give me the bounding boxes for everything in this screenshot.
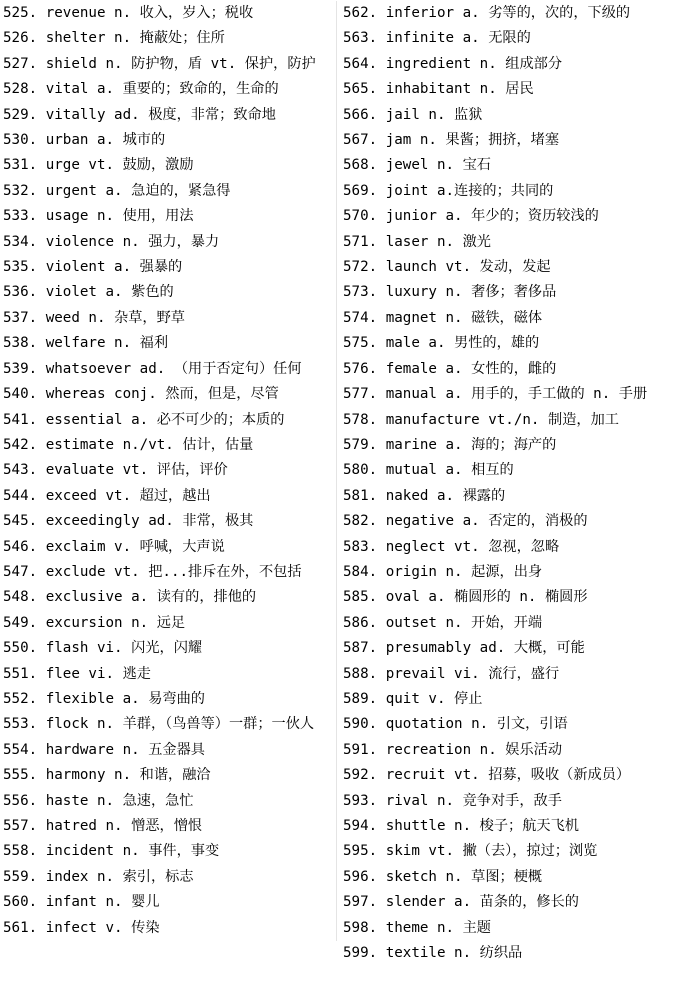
entry-number: 561. xyxy=(3,919,46,936)
vocab-entry xyxy=(343,687,673,712)
entry-number: 550. xyxy=(3,640,46,657)
entry-number: 551. xyxy=(3,665,46,682)
entry-text: jail n. 监狱 xyxy=(385,106,483,123)
vocab-entry xyxy=(3,687,336,712)
vocab-entry xyxy=(343,306,673,331)
entry-text: shuttle n. 梭子；航天飞机 xyxy=(385,818,579,834)
vocab-entry xyxy=(343,280,673,305)
vocab-entry xyxy=(3,280,336,305)
vocab-entry xyxy=(343,128,673,153)
entry-number: 535. xyxy=(3,259,46,276)
vocab-entry xyxy=(3,26,336,51)
entry-number: 541. xyxy=(3,411,46,428)
vocab-entry xyxy=(343,814,673,839)
entry-text: quit v. 停止 xyxy=(385,690,483,707)
entry-number: 536. xyxy=(3,284,46,301)
vocab-entry xyxy=(3,128,336,153)
entry-number: 574. xyxy=(343,309,386,326)
entry-text: manufacture vt./n. 制造，加工 xyxy=(385,411,619,428)
vocab-entry xyxy=(3,890,336,915)
entry-number: 534. xyxy=(3,233,46,250)
entry-number: 569. xyxy=(343,182,386,199)
entry-number: 597. xyxy=(343,894,386,911)
vocab-entry xyxy=(3,179,336,204)
entry-text: exclude vt. 把...排斥在外，不包括 xyxy=(45,563,302,580)
vocab-entry xyxy=(343,560,673,585)
entry-text: neglect vt. 忽视，忽略 xyxy=(385,538,560,555)
vocab-entry xyxy=(343,204,673,229)
entry-text: flee vi. 逃走 xyxy=(45,665,151,682)
entry-number: 572. xyxy=(343,259,386,276)
entry-text: sketch n. 草图；梗概 xyxy=(385,868,543,885)
entry-number: 584. xyxy=(343,563,386,580)
vocab-entry xyxy=(343,890,673,915)
entry-number: 564. xyxy=(343,55,386,72)
entry-number: 568. xyxy=(343,157,386,174)
entry-text: usage n. 使用，用法 xyxy=(45,208,194,225)
entry-number: 555. xyxy=(3,767,46,784)
entry-text: index n. 索引，标志 xyxy=(45,868,194,885)
entry-number: 538. xyxy=(3,335,46,352)
vocab-entry xyxy=(3,611,336,636)
entry-text: inferior a. 劣等的，次的，下级的 xyxy=(385,5,631,21)
vocab-entry xyxy=(343,458,673,483)
entry-text: magnet n. 磁铁，磁体 xyxy=(385,309,543,326)
entry-number: 553. xyxy=(3,716,46,733)
entry-number: 570. xyxy=(343,208,386,225)
entry-text: naked a. 裸露的 xyxy=(385,487,506,504)
entry-number: 596. xyxy=(343,868,386,885)
vocab-entry xyxy=(343,433,673,458)
vocab-entry xyxy=(3,662,336,687)
entry-number: 557. xyxy=(3,818,46,834)
entry-number: 566. xyxy=(343,106,386,123)
entry-text: textile n. 纺织品 xyxy=(385,945,523,962)
entry-number: 562. xyxy=(343,5,386,21)
entry-number: 595. xyxy=(343,843,386,860)
vocab-entry xyxy=(343,585,673,610)
vocab-entry xyxy=(3,535,336,560)
vocab-entry xyxy=(3,509,336,534)
entry-number: 546. xyxy=(3,538,46,555)
entry-text: estimate n./vt. 估计，估量 xyxy=(45,436,254,453)
entry-text: flash vi. 闪光，闪耀 xyxy=(45,640,203,657)
vocab-entry xyxy=(3,331,336,356)
entry-number: 525. xyxy=(3,5,46,21)
vocab-entry xyxy=(3,916,336,941)
entry-text: incident n. 事件，事变 xyxy=(45,843,220,860)
entry-text: launch vt. 发动，发起 xyxy=(385,259,551,276)
entry-text: male a. 男性的，雄的 xyxy=(385,335,540,352)
entry-text: infant n. 婴儿 xyxy=(45,894,160,911)
vocab-entry xyxy=(3,636,336,661)
entry-number: 554. xyxy=(3,741,46,758)
entry-text: hatred n. 憎恶，憎恨 xyxy=(45,818,203,834)
vocab-entry xyxy=(343,662,673,687)
vocab-entry xyxy=(343,357,673,382)
entry-text: urge vt. 鼓励，激励 xyxy=(45,157,194,174)
entry-text: excursion n. 远足 xyxy=(45,614,186,631)
entry-text: exceedingly ad. 非常，极其 xyxy=(45,513,254,530)
entry-number: 552. xyxy=(3,690,46,707)
vocab-entry xyxy=(3,712,336,737)
vocab-entry xyxy=(343,77,673,102)
entry-number: 530. xyxy=(3,132,46,149)
vocab-entry xyxy=(343,179,673,204)
entry-number: 527. xyxy=(3,55,46,72)
entry-text: essential a. 必不可少的；本质的 xyxy=(45,411,285,428)
entry-text: rival n. 竞争对手，敌手 xyxy=(385,792,562,809)
vocab-entry xyxy=(3,382,336,407)
entry-number: 531. xyxy=(3,157,46,174)
entry-text: shelter n. 掩蔽处；住所 xyxy=(45,30,225,47)
entry-number: 533. xyxy=(3,208,46,225)
entry-number: 575. xyxy=(343,335,386,352)
entry-number: 542. xyxy=(3,436,46,453)
vocab-entry xyxy=(343,509,673,534)
entry-text: female a. 女性的，雌的 xyxy=(385,360,557,377)
entry-number: 565. xyxy=(343,81,386,98)
vocab-entry xyxy=(343,484,673,509)
entry-number: 599. xyxy=(343,945,386,962)
entry-text: violence n. 强力，暴力 xyxy=(45,233,220,250)
entry-text: manual a. 用手的，手工做的 n. 手册 xyxy=(385,386,648,403)
vocab-entry xyxy=(343,712,673,737)
entry-text: shield n. 防护物，盾 vt. 保护，防护 xyxy=(45,55,316,72)
entry-text: origin n. 起源，出身 xyxy=(385,563,543,580)
entry-number: 547. xyxy=(3,563,46,580)
entry-text: harmony n. 和谐，融洽 xyxy=(45,767,211,784)
vocab-entry xyxy=(343,738,673,763)
entry-text: urban a. 城市的 xyxy=(45,132,166,149)
vocab-entry xyxy=(343,382,673,407)
entry-text: mutual a. 相互的 xyxy=(385,462,514,479)
vocab-entry xyxy=(343,611,673,636)
entry-number: 589. xyxy=(343,690,386,707)
entry-number: 563. xyxy=(343,30,386,47)
entry-number: 582. xyxy=(343,513,386,530)
vocab-entry xyxy=(3,77,336,102)
vocab-entry xyxy=(343,153,673,178)
vocab-entry xyxy=(343,636,673,661)
entry-text: jewel n. 宝石 xyxy=(385,157,491,174)
entry-text: inhabitant n. 居民 xyxy=(385,81,534,98)
vocab-entry xyxy=(343,763,673,788)
vocab-entry xyxy=(3,484,336,509)
entry-number: 567. xyxy=(343,132,386,149)
entry-text: vitally ad. 极度，非常；致命地 xyxy=(45,106,276,123)
vocab-entry xyxy=(3,255,336,280)
vocab-entry xyxy=(3,433,336,458)
vocab-entry xyxy=(3,357,336,382)
entry-number: 560. xyxy=(3,894,46,911)
entry-number: 528. xyxy=(3,81,46,98)
entry-text: marine a. 海的；海产的 xyxy=(385,436,557,453)
vocab-entry xyxy=(3,814,336,839)
vocab-entry xyxy=(3,839,336,864)
entry-text: infect v. 传染 xyxy=(45,919,160,936)
vocab-entry xyxy=(3,230,336,255)
vocab-entry xyxy=(343,865,673,890)
entry-text: prevail vi. 流行，盛行 xyxy=(385,665,560,682)
entry-number: 598. xyxy=(343,919,386,936)
entry-number: 526. xyxy=(3,30,46,47)
vocab-entry xyxy=(3,103,336,128)
entry-number: 578. xyxy=(343,411,386,428)
entry-text: revenue n. 收入，岁入；税收 xyxy=(45,5,254,21)
vocab-entry xyxy=(343,408,673,433)
entry-number: 529. xyxy=(3,106,46,123)
vocab-entry xyxy=(343,255,673,280)
entry-text: ingredient n. 组成部分 xyxy=(385,55,563,72)
vocab-entry xyxy=(3,52,336,77)
entry-text: jam n. 果酱；拥挤，堵塞 xyxy=(385,132,560,149)
vocab-entry xyxy=(3,458,336,483)
entry-text: vital a. 重要的；致命的，生命的 xyxy=(45,81,279,98)
vocab-entry xyxy=(343,916,673,941)
entry-text: slender a. 苗条的，修长的 xyxy=(385,894,579,911)
vocab-entry xyxy=(343,103,673,128)
entry-text: flock n. 羊群，（鸟兽等）一群；一伙人 xyxy=(45,716,315,733)
entry-number: 537. xyxy=(3,309,46,326)
entry-text: whatsoever ad. （用于否定句）任何 xyxy=(45,360,302,377)
entry-number: 559. xyxy=(3,868,46,885)
entry-number: 544. xyxy=(3,487,46,504)
entry-text: presumably ad. 大概，可能 xyxy=(385,640,585,657)
entry-number: 590. xyxy=(343,716,386,733)
entry-text: recreation n. 娱乐活动 xyxy=(385,741,563,758)
entry-number: 543. xyxy=(3,462,46,479)
vocab-entry xyxy=(343,1,673,26)
entry-text: laser n. 激光 xyxy=(385,233,491,250)
entry-text: oval a. 椭圆形的 n. 椭圆形 xyxy=(385,589,588,606)
entry-number: 586. xyxy=(343,614,386,631)
vocab-entry xyxy=(343,26,673,51)
vocab-entry xyxy=(3,789,336,814)
entry-text: quotation n. 引文，引语 xyxy=(385,716,568,733)
vocab-entry xyxy=(3,153,336,178)
vocab-entry xyxy=(3,560,336,585)
entry-number: 571. xyxy=(343,233,386,250)
entry-number: 556. xyxy=(3,792,46,809)
entry-number: 591. xyxy=(343,741,386,758)
entry-number: 545. xyxy=(3,513,46,530)
vocab-entry xyxy=(343,230,673,255)
entry-text: outset n. 开始，开端 xyxy=(385,614,543,631)
entry-text: violent a. 强暴的 xyxy=(45,259,183,276)
entry-number: 577. xyxy=(343,386,386,403)
vocab-entry xyxy=(343,52,673,77)
vocab-entry xyxy=(3,1,336,26)
entry-number: 587. xyxy=(343,640,386,657)
entry-number: 576. xyxy=(343,360,386,377)
entry-number: 593. xyxy=(343,792,386,809)
entry-text: violet a. 紫色的 xyxy=(45,284,174,301)
vocab-entry xyxy=(3,585,336,610)
entry-number: 558. xyxy=(3,843,46,860)
entry-text: whereas conj. 然而，但是，尽管 xyxy=(45,386,279,403)
vocab-entry xyxy=(343,789,673,814)
entry-text: hardware n. 五金器具 xyxy=(45,741,205,758)
entry-text: welfare n. 福利 xyxy=(45,335,169,352)
entry-number: 581. xyxy=(343,487,386,504)
vocab-entry xyxy=(3,306,336,331)
entry-text: weed n. 杂草，野草 xyxy=(45,309,185,326)
entry-number: 548. xyxy=(3,589,46,606)
vocab-entry xyxy=(343,941,673,966)
entry-text: recruit vt. 招募，吸收（新成员） xyxy=(385,767,631,784)
vocab-entry xyxy=(3,865,336,890)
entry-number: 539. xyxy=(3,360,46,377)
entry-text: skim vt. 撇（去），掠过；浏览 xyxy=(385,843,598,860)
vocab-entry xyxy=(3,738,336,763)
entry-text: flexible a. 易弯曲的 xyxy=(45,690,205,707)
entry-text: joint a.连接的；共同的 xyxy=(385,182,554,199)
vocab-entry xyxy=(3,204,336,229)
entry-text: exclaim v. 呼喊，大声说 xyxy=(45,538,225,555)
entry-text: infinite a. 无限的 xyxy=(385,30,531,47)
vocab-entry xyxy=(3,763,336,788)
entry-number: 585. xyxy=(343,589,386,606)
entry-number: 592. xyxy=(343,767,386,784)
entry-number: 573. xyxy=(343,284,386,301)
entry-text: exclusive a. 读有的，排他的 xyxy=(45,589,257,606)
entry-number: 549. xyxy=(3,614,46,631)
vocab-entry xyxy=(343,535,673,560)
entry-number: 579. xyxy=(343,436,386,453)
entry-text: theme n. 主题 xyxy=(385,919,491,936)
entry-number: 532. xyxy=(3,182,46,199)
entry-text: negative a. 否定的，消极的 xyxy=(385,513,588,530)
entry-number: 580. xyxy=(343,462,386,479)
left-column xyxy=(3,1,337,941)
vocab-entry xyxy=(3,408,336,433)
vocab-entry xyxy=(343,839,673,864)
right-column xyxy=(343,1,673,966)
vocab-entry xyxy=(343,331,673,356)
entry-text: junior a. 年少的；资历较浅的 xyxy=(385,208,599,225)
entry-number: 594. xyxy=(343,818,386,834)
entry-number: 583. xyxy=(343,538,386,555)
entry-text: evaluate vt. 评估，评价 xyxy=(45,462,228,479)
entry-number: 540. xyxy=(3,386,46,403)
entry-text: haste n. 急速，急忙 xyxy=(45,792,194,809)
entry-number: 588. xyxy=(343,665,386,682)
entry-text: urgent a. 急迫的，紧急得 xyxy=(45,182,231,199)
entry-text: exceed vt. 超过，越出 xyxy=(45,487,211,504)
entry-text: luxury n. 奢侈；奢侈品 xyxy=(385,284,557,301)
